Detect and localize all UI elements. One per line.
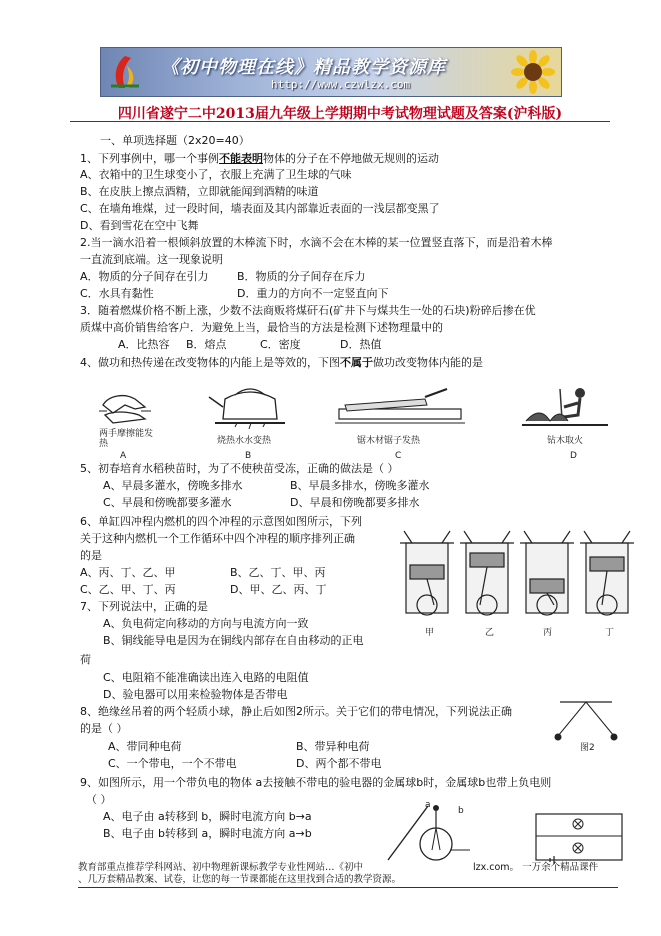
q4-stem-part: 做功改变物体内能的是 [373, 356, 483, 369]
q8-option-a: A、带同种电荷 [108, 740, 182, 753]
q4-figures [95, 385, 615, 461]
figure-d-label: D [570, 451, 577, 461]
q2-option-d: D．重力的方向不一定竖直向下 [237, 287, 389, 300]
kettle-figure [205, 385, 295, 433]
q2-option-b: B．物质的分子间存在斥力 [237, 270, 366, 283]
footer-line-1 [78, 862, 618, 874]
q8-option-c: C、一个带电，一个不带电 [108, 757, 237, 770]
electroscope-label-b: b [458, 806, 464, 816]
q1-stem-part: 1、下列事例中，哪一个事例 [80, 152, 219, 165]
question-8-stem-line2: 的是（ ） [80, 722, 128, 735]
engine-label-ding: 丁 [605, 628, 615, 638]
question-5-stem: 5、初春培育水稻秧苗时，为了不使秧苗受冻，正确的做法是（ ） [80, 462, 399, 475]
q5-option-c: C、早晨和傍晚都要多灌水 [103, 496, 232, 509]
question-9-stem-line2: （ ） [86, 793, 112, 806]
q9-option-b: B、电子由 b转移到 a，瞬时电流方向 a→b [103, 827, 312, 840]
figure-b-label: B [245, 451, 252, 461]
q3-option-b: B．熔点 [186, 338, 227, 351]
q7-option-b-line1: B、铜线能导电是因为在铜线内部存在自由移动的正电 [103, 634, 364, 647]
four-stroke-engine-figure [398, 525, 638, 635]
q6-option-d: D、甲、乙、丙、丁 [230, 583, 327, 596]
q1-option-c: C、在墙角堆煤，过一段时间，墙表面及其内部靠近表面的一浅层都变黑了 [80, 202, 440, 215]
q8-option-b: B、带异种电荷 [296, 740, 370, 753]
figure-d-caption: 钻木取火 [547, 436, 584, 446]
q4-stem-part: 4、做功和热传递在改变物体的内能上是等效的，下图 [80, 356, 340, 369]
question-4-stem [80, 356, 483, 370]
electroscope-label-a: a [425, 800, 431, 810]
engine-label-bing: 丙 [543, 628, 553, 638]
q5-option-a: A、早晨多灌水，傍晚多排水 [103, 479, 243, 492]
q4-emphasis: 不属于 [340, 356, 373, 369]
q7-option-a: A、负电荷定向移动的方向与电流方向一致 [103, 617, 309, 630]
q3-option-a: A．比热容 [118, 338, 170, 351]
question-3-stem-line2: 质煤中高价销售给客户．为避免上当，最恰当的方法是检测下述物理量中的 [80, 321, 443, 334]
q2-option-a: A．物质的分子间存在引力 [80, 270, 209, 283]
q1-option-b: B、在皮肤上擦点酒精，立即就能闻到酒精的味道 [80, 185, 319, 198]
q1-emphasis: 不能表明 [219, 152, 263, 165]
question-9-stem-line1: 9、如图所示，用一个带负电的物体 a去接触不带电的验电器的金属球b时，金属球b也带上负电则 [80, 776, 552, 789]
q5-option-b: B、早晨多排水，傍晚多灌水 [290, 479, 430, 492]
q1-option-a: A、衣箱中的卫生球变小了，衣服上充满了卫生球的气味 [80, 168, 352, 181]
question-7-stem: 7、下列说法中，正确的是 [80, 600, 208, 613]
q1-stem-part: 物体的分子在不停地做无规则的运动 [263, 152, 439, 165]
section-heading: 一、单项选择题（2x20=40） [100, 134, 250, 147]
rubbing-hands-figure [95, 385, 155, 433]
banner-title: 《初中物理在线》精品教学资源库 [161, 57, 446, 78]
question-6-stem-line3: 的是 [80, 549, 102, 562]
site-footer [78, 862, 618, 886]
question-6-stem-line1: 6、单缸四冲程内燃机的四个冲程的示意图如图所示，下列 [80, 515, 362, 528]
question-6-stem-line2: 关于这种内燃机一个工作循环中四个冲程的顺序排列正确 [80, 532, 355, 545]
figure-b-caption: 烧热水水变热 [217, 436, 272, 446]
q6-option-a: A、丙、丁、乙、甲 [80, 566, 176, 579]
footer-divider [78, 887, 618, 888]
q6-option-b: B、乙、丁、甲、丙 [230, 566, 326, 579]
engine-label-yi: 乙 [485, 628, 495, 638]
question-8-stem-line1: 8、绝缘丝吊着的两个轻质小球，静止后如图2所示。关于它们的带电情况，下列说法正确 [80, 705, 512, 718]
engine-label-jia: 甲 [425, 628, 435, 638]
figure-c-label: C [395, 451, 402, 461]
figure-a-label: A [120, 451, 127, 461]
figure-c-caption: 锯木材锯子发热 [357, 436, 421, 446]
circuit-figure [530, 810, 628, 866]
q2-option-c: C．水具有黏性 [80, 287, 154, 300]
document-title: 四川省遂宁二中2013届九年级上学期期中考试物理试题及答案(沪科版) [117, 106, 563, 122]
q5-option-d: D、早晨和傍晚都要多排水 [290, 496, 420, 509]
site-logo-icon [105, 52, 145, 92]
question-2-stem-line1: 2.当一滴水沿着一根倾斜放置的木棒流下时，水滴不会在木棒的某一位置竖直落下，而是沿着木棒 [80, 236, 553, 249]
title-divider [70, 121, 610, 122]
q6-option-c: C、乙、甲、丁、丙 [80, 583, 176, 596]
question-3-stem-line1: 3．随着燃煤价格不断上涨，少数不法商贩将煤矸石(矿井下与煤共生一处的石块)粉碎后掺在优 [80, 304, 536, 317]
banner-url[interactable]: http://www.czwlzx.com [271, 78, 411, 91]
fire-drill-figure [520, 385, 610, 433]
footer-text: lzx.com。 一万余个精品课件 [473, 862, 599, 873]
q7-option-b-line2: 荷 [80, 653, 91, 666]
saw-figure [335, 385, 465, 433]
site-banner[interactable] [100, 47, 562, 97]
figure-a-caption: 两手摩擦能发热 [99, 429, 154, 449]
footer-text: 教育部重点推荐学科网站、初中物理新课标教学专业性网站…《初中 [78, 862, 364, 873]
q1-option-d: D、看到雪花在空中飞舞 [80, 219, 199, 232]
q3-option-c: C．密度 [260, 338, 301, 351]
figure-2-label: 图2 [580, 743, 595, 753]
question-1-stem [80, 152, 439, 166]
footer-line-2: 、几万套精品教案、试卷，让您的每一节课都能在这里找到合适的教学资源。 [78, 874, 402, 885]
question-2-stem-line2: 一直流到底端。这一现象说明 [80, 253, 223, 266]
sunflower-icon [511, 50, 555, 94]
q9-option-a: A、电子由 a转移到 b，瞬时电流方向 b→a [103, 810, 312, 823]
q3-option-d: D．热值 [340, 338, 382, 351]
q8-option-d: D、两个都不带电 [296, 757, 382, 770]
q7-option-c: C、电阻箱不能准确读出连入电路的电阻值 [103, 671, 309, 684]
q7-option-d: D、验电器可以用来检验物体是否带电 [103, 688, 288, 701]
